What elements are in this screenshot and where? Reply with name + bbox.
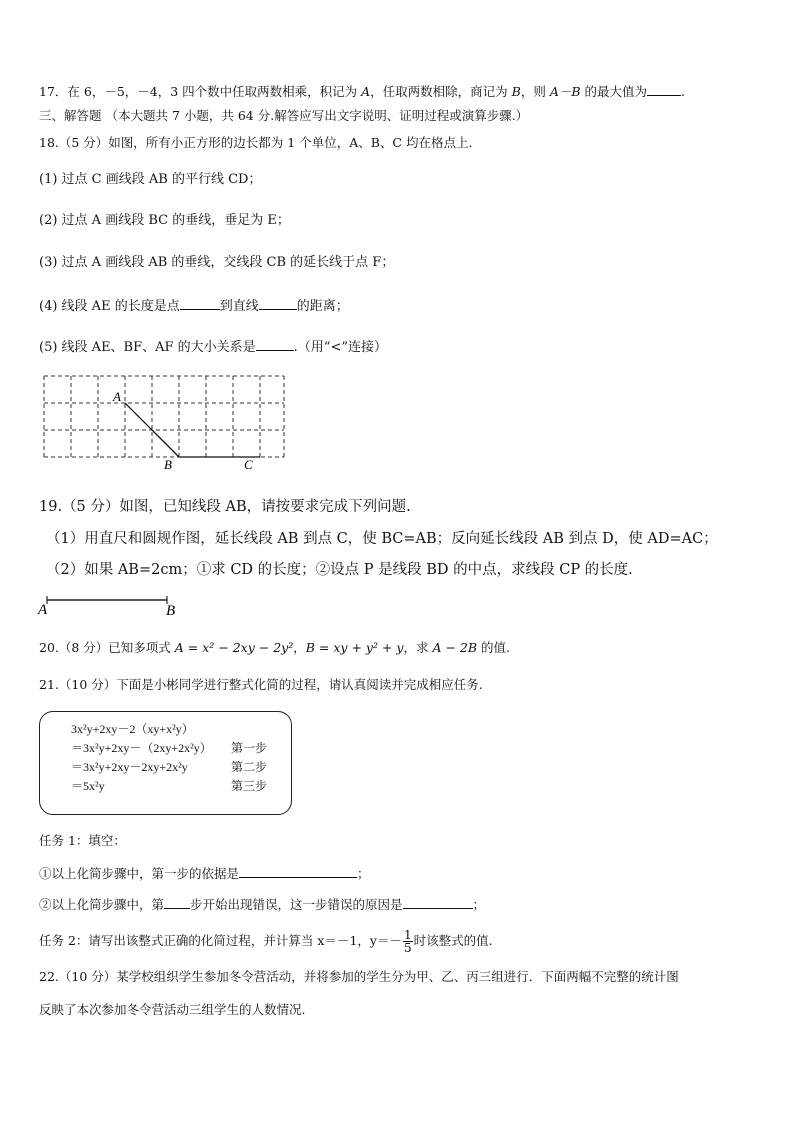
endpoint-b-label: B	[166, 603, 176, 618]
box-line-0: 3x²y+2xy－2（xy+x²y）	[71, 722, 194, 736]
task-1-item-1: ①以上化简步骤中，第一步的依据是 ；	[39, 866, 370, 881]
answer-blank[interactable]	[647, 82, 681, 96]
answer-blank[interactable]	[256, 337, 294, 351]
question-18-stem: 18.（5 分）如图，所有小正方形的边长都为 1 个单位，A、B、C 均在格点上.	[39, 135, 473, 150]
grid-lines	[44, 376, 284, 457]
question-19-part-2: （2）如果 AB=2cm；①求 CD 的长度；②设点 P 是线段 BD 的中点，求线段 CP 的长度.	[46, 562, 633, 578]
box-step-3: 第三步	[231, 779, 268, 793]
endpoint-a-label: A	[38, 602, 48, 618]
box-line-1: ＝3x²y+2xy－（2xy+2x²y）	[71, 741, 212, 755]
question-19-part-1: （1）用直尺和圆规作图，延长线段 AB 到点 C，使 BC=AB；反向延长线段 AB 到点 D，使 AD=AC；	[46, 531, 718, 547]
answer-blank[interactable]	[259, 296, 297, 310]
box-step-2: 第二步	[231, 760, 268, 774]
question-18-part-1: (1) 过点 C 画线段 AB 的平行线 CD；	[39, 172, 262, 187]
question-22-line-1: 22.（10 分）某学校组织学生参加冬令营活动，并将参加的学生分为甲、乙、丙三组进行．下面两幅不完整的统计图	[39, 969, 679, 984]
question-18-part-4: (4) 线段 AE 的长度是点 到直线 的距离；	[39, 296, 349, 316]
question-20: 20.（8 分）已知多项式 A = x² − 2xy − 2y²，B = xy + y² + y，求 A − 2B 的值.	[39, 640, 510, 655]
question-19-stem: 19.（5 分）如图，已知线段 AB，请按要求完成下列问题.	[39, 499, 411, 515]
question-17: 17．在 6，－5，－4，3 四个数中任取两数相乘，积记为 A，任取两数相除，商记为 B，则 A－B 的最大值为 .	[39, 84, 686, 99]
point-c-label: C	[244, 457, 253, 472]
point-b-label: B	[164, 457, 172, 472]
question-21-stem: 21.（10 分）下面是小彬同学进行整式化简的过程，请认真阅读并完成相应任务.	[39, 677, 483, 692]
box-line-2: ＝3x²y+2xy－2xy+2x²y	[71, 760, 188, 774]
question-22-line-2: 反映了本次参加冬令营活动三组学生的人数情况.	[39, 1002, 306, 1017]
answer-blank[interactable]	[164, 895, 190, 909]
polynomial-a: A = x² − 2xy − 2y²	[174, 640, 294, 655]
answer-blank[interactable]	[403, 895, 473, 909]
polynomial-b: B = xy + y² + y	[305, 640, 404, 655]
task-1-item-2: ②以上化简步骤中，第 步开始出现错误，这一步错误的原因是 ；	[39, 897, 486, 912]
box-line-3: ＝5x²y	[71, 779, 105, 793]
answer-blank[interactable]	[180, 296, 220, 310]
task-1-title: 任务 1：填空：	[39, 833, 126, 848]
box-step-1: 第一步	[231, 741, 268, 755]
question-18-part-5: (5) 线段 AE、BF、AF 的大小关系是 .（用“<”连接）	[39, 337, 387, 357]
question-18-part-2: (2) 过点 A 画线段 BC 的垂线，垂足为 E；	[39, 213, 290, 228]
task-2: 任务 2：请写出该整式正确的化简过程，并计算当 x＝－1，y＝－ $\frac{1}{5}$ 时该整式的值.	[39, 928, 493, 955]
segment-figure	[36, 592, 186, 618]
question-18-part-3: (3) 过点 A 画线段 AB 的垂线，交线段 CB 的延长线于点 F；	[39, 255, 395, 270]
answer-blank[interactable]	[239, 864, 357, 878]
fraction-one-fifth: $\frac{1}{5}$	[403, 928, 412, 955]
point-a-label: A	[113, 389, 121, 404]
grid-figure	[38, 370, 294, 482]
section-title: 三、解答题 （本大题共 7 小题，共 64 分.解答应写出文字说明、证明过程或演算步骤.）	[39, 108, 529, 123]
